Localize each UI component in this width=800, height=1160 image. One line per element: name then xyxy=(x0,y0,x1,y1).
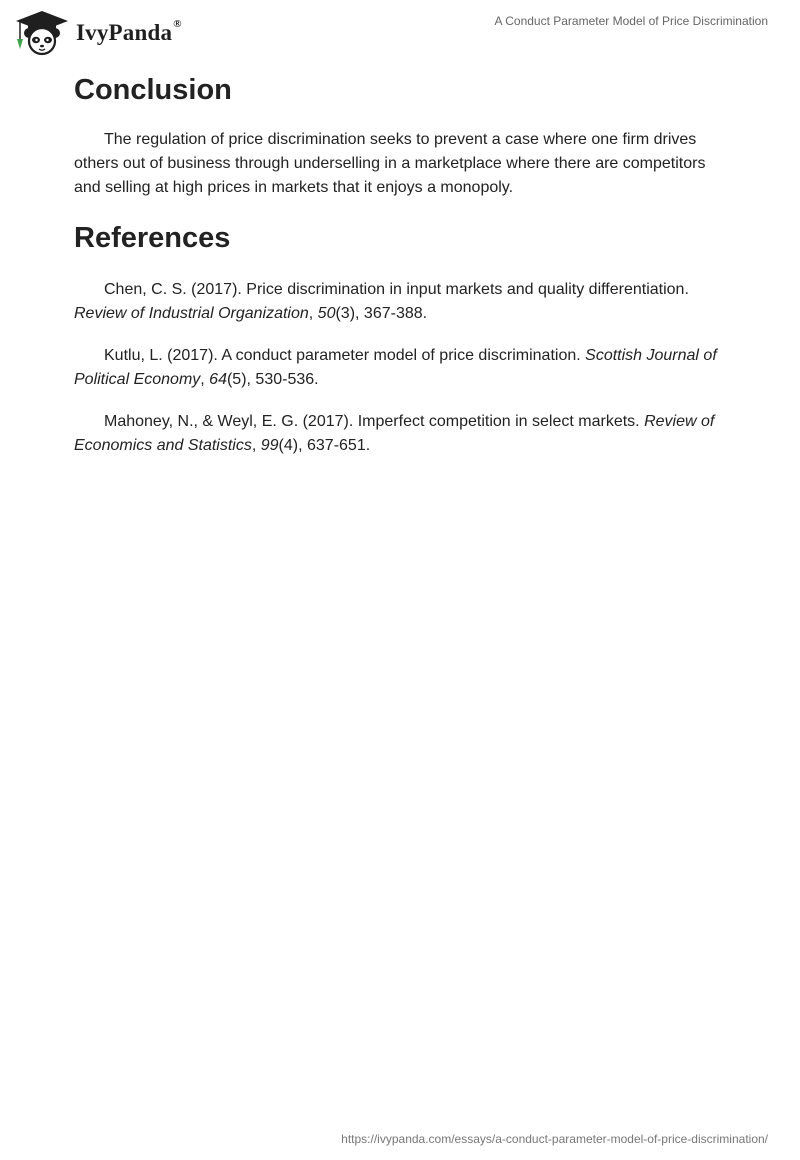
conclusion-heading: Conclusion xyxy=(74,74,232,106)
panda-graduate-icon xyxy=(14,9,70,57)
reference-item: Kutlu, L. (2017). A conduct parameter model of price discrimination. Scottish Journal of Political Economy, 64(5), 530-536. xyxy=(74,347,717,388)
reference-item: Mahoney, N., & Weyl, E. G. (2017). Imperfect competition in select markets. Review of Economics and Statistics, 99(4), 637-651. xyxy=(74,413,715,454)
document-body xyxy=(74,70,729,458)
registered-mark: ® xyxy=(173,18,182,30)
journal-volume: 50 xyxy=(317,305,336,322)
journal-title: Scottish Journal of Political Economy xyxy=(74,347,717,388)
journal-volume: 99 xyxy=(260,437,279,454)
reference-item: Chen, C. S. (2017). Price discrimination in input markets and quality differentiation. Review of Industrial Organization, 50(3), 367-388. xyxy=(74,281,689,322)
source-url-link[interactable]: https://ivypanda.com/essays/a-conduct-parameter-model-of-price-discrimination/ xyxy=(341,1132,768,1146)
journal-title: Review of Industrial Organization xyxy=(74,305,309,322)
logo-wordmark: IvyPanda® xyxy=(76,18,182,45)
conclusion-paragraph: The regulation of price discrimination seeks to prevent a case where one firm drives others out of business through underselling in a marketplace where there are competitors and selling at high prices in markets that it enjoys a monopoly. xyxy=(74,131,706,196)
site-logo[interactable] xyxy=(14,8,182,58)
journal-title: Review of Economics and Statistics xyxy=(74,413,715,454)
journal-volume: 64 xyxy=(209,371,227,388)
running-title: A Conduct Parameter Model of Price Discrimination xyxy=(494,14,768,28)
references-heading: References xyxy=(74,222,231,254)
